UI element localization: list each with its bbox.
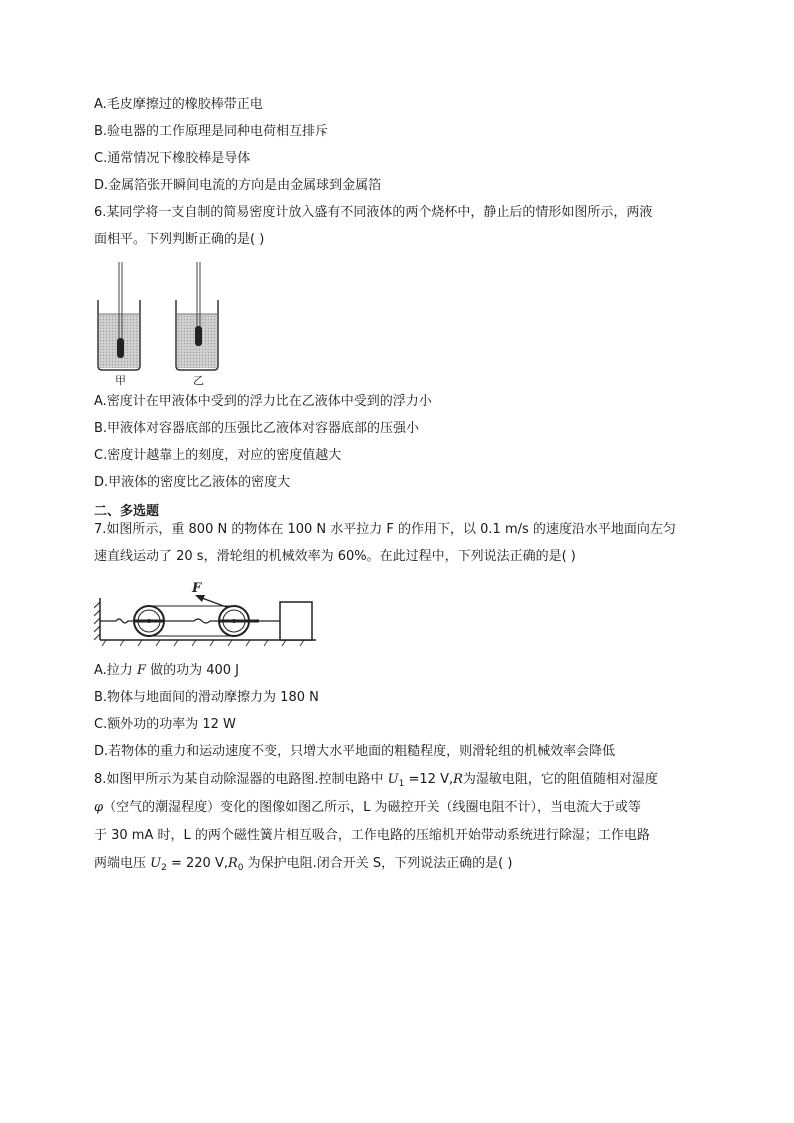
q8-stem-line-1: 8.如图甲所示为某自动除湿器的电路图.控制电路中 $U_1 =12$ V,R为湿敏电阻，它的阻值随相对湿度 — [94, 772, 658, 789]
hydrometer-jia — [117, 262, 124, 358]
q5-option-a: A.毛皮摩擦过的橡胶棒带正电 — [94, 97, 263, 112]
q6-stem-line-1: 6.某同学将一支自制的简易密度计放入盛有不同液体的两个烧杯中，静止后的情形如图所示，两液 — [94, 205, 653, 220]
q8-stem-line-3: 于 30 mA 时，L 的两个磁性簧片相互吸合，工作电路的压缩机开始带动系统进行除湿；工作电路 — [94, 828, 650, 843]
q5-option-d: D.金属箔张开瞬间电流的方向是由金属球到金属箔 — [94, 178, 382, 193]
force-label-f: F — [192, 581, 202, 596]
force-f-arrow — [191, 581, 229, 608]
q8-stem-line-4: 两端电压 $U_2 = 220$ $V,R_0$ 为保护电阻.闭合开关 S，下列说法正确的是( ) — [94, 856, 513, 873]
q7-stem-line-1: 7.如图所示，重 800 N 的物体在 100 N 水平拉力 F 的作用下，以 0.1 m/s 的速度沿水平地面向左匀 — [94, 522, 676, 537]
q6-option-b: B.甲液体对容器底部的压强比乙液体对容器底部的压强小 — [94, 421, 420, 436]
fixed-pulley — [100, 606, 164, 636]
label-yi: 乙 — [193, 374, 204, 387]
q6-option-c: C.密度计越靠上的刻度，对应的密度值越大 — [94, 448, 342, 463]
q7-option-b: B.物体与地面间的滑动摩擦力为 180 N — [94, 690, 319, 705]
moving-pulley — [219, 606, 280, 636]
q8-stem-line-2: φ（空气的潮湿程度）变化的图像如图乙所示，L 为磁控开关（线圈电阻不计），当电流大于或等 — [94, 800, 641, 815]
object-block — [280, 602, 312, 640]
q7-stem-line-2: 速直线运动了 20 s，滑轮组的机械效率为 60%。在此过程中，下列说法正确的是( ) — [94, 549, 576, 564]
section-title: 二、多选题 — [94, 504, 160, 519]
label-jia: 甲 — [115, 374, 126, 387]
q7-figure-pulley — [94, 578, 319, 648]
hydrometer-yi — [195, 262, 202, 346]
q7-option-a: A.拉力 F 做的功为 400 J — [94, 663, 240, 678]
q7-option-d: D.若物体的重力和运动速度不变，只增大水平地面的粗糙程度，则滑轮组的机械效率会降低 — [94, 744, 616, 759]
q7-option-c: C.额外功的功率为 12 W — [94, 717, 236, 732]
wall — [94, 598, 100, 640]
q5-option-b: B.验电器的工作原理是同种电荷相互排斥 — [94, 124, 329, 139]
q6-option-a: A.密度计在甲液体中受到的浮力比在乙液体中受到的浮力小 — [94, 394, 432, 409]
ground — [100, 640, 316, 646]
q5-option-c: C.通常情况下橡胶棒是导体 — [94, 151, 251, 166]
q6-stem-line-2: 面相平。下列判断正确的是( ) — [94, 232, 265, 247]
q6-option-d: D.甲液体的密度比乙液体的密度大 — [94, 475, 291, 490]
q6-figure-beakers — [90, 258, 240, 388]
